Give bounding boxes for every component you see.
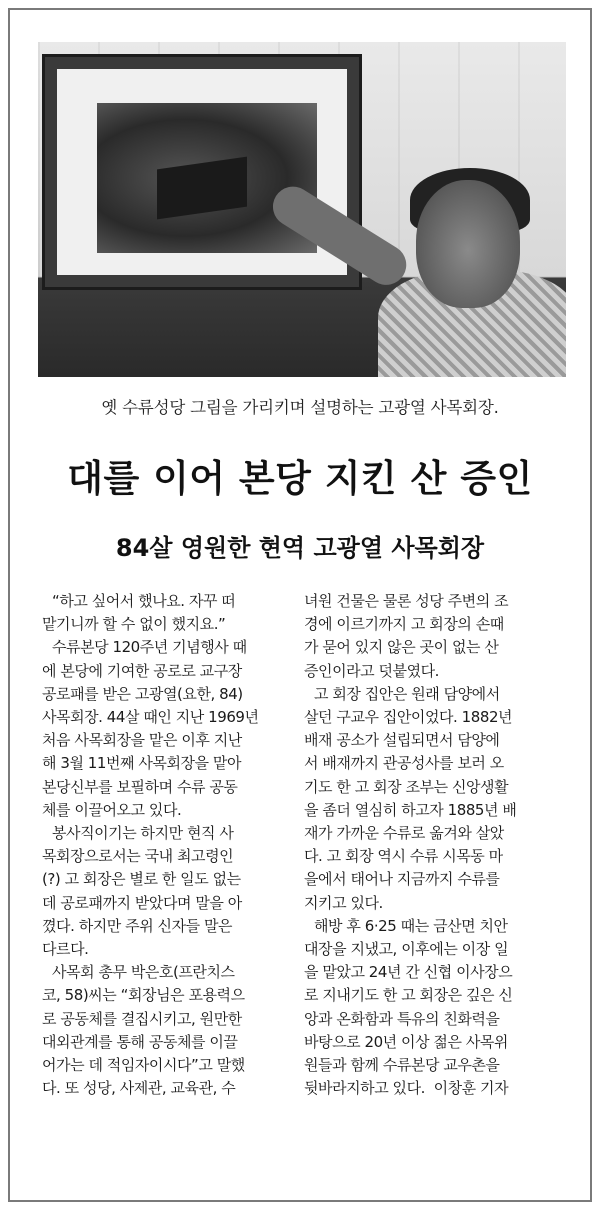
body-column-left	[42, 590, 290, 1100]
church-building-shape	[157, 157, 247, 220]
headline: 대를 이어 본당 지킨 산 증인	[67, 456, 533, 500]
person-face	[416, 180, 520, 308]
paragraph: 고 회장 집안은 원래 담양에서 살던 구교우 집안이었다. 1882년 배재 공소가 설립되면서 담양에 서 배재까지 관공성사를 보러 오 기도 한 고 회장 조부는 신앙생활 을 좀더 열심히 하고자 1885년 배 재가 가까운 수류로 옮겨와 살았 다. 고 회장 역시 수류 시목동 마 을에서 태어나 지금까지 수류를 지키고 있다.	[304, 684, 517, 912]
painting-mat	[57, 69, 347, 275]
subheadline: 84살 영원한 현역 고광열 사목회장	[115, 534, 485, 562]
church-painting-image	[97, 103, 317, 253]
paragraph: 수류본당 120주년 기념행사 때 에 본당에 기여한 공로로 교구장 공로패를 받은 고광열(요한, 84) 사목회장. 44살 때인 지난 1969년 처음 사목회장을 맡은 이후 지난 해 3월 11번째 사목회장을 맡아 본당신부를 보필하며 수류 공동 체를 이끌어오고 있다.	[42, 638, 259, 819]
article-photo	[38, 42, 566, 377]
photo-caption: 옛 수류성당 그림을 가리키며 설명하는 고광열 사목회장.	[101, 398, 499, 417]
paragraph: 봉사직이기는 하지만 현직 사 목회장으로서는 국내 최고령인 (?) 고 회장은 별로 한 일도 없는 데 공로패까지 받았다며 말을 아 꼈다. 하지만 주위 신자들 말은 다르다.	[42, 824, 242, 959]
framed-painting	[42, 54, 362, 290]
paragraph: “하고 싶어서 했나요. 자꾸 떠 맡기니까 할 수 없이 했지요.”	[42, 592, 236, 634]
paragraph: 해방 후 6·25 때는 금산면 치안 대장을 지냈고, 이후에는 이장 일 을 맡았고 24년 간 신협 이사장으 로 지내기도 한 고 회장은 깊은 신 앙과 온화함과 특유의 친화력을 바탕으로 20년 이상 젊은 사목위 원들과 함께 수류본당 교우촌을 뒷바라지하고 있다. 이창훈 기자	[304, 916, 513, 1098]
body-column-right	[304, 590, 552, 1100]
paragraph: 사목회 총무 박은호(프란치스 코, 58)씨는 “회장님은 포용력으 로 공동체를 결집시키고, 원만한 대외관계를 통해 공동체를 이끌 어가는 데 적임자이시다”고 말했 다. 또 성당, 사제관, 교육관, 수	[42, 963, 245, 1098]
paragraph: 녀원 건물은 물론 성당 주변의 조 경에 이르기까지 고 회장의 손때 가 묻어 있지 않은 곳이 없는 산 증인이라고 덧붙였다.	[304, 592, 509, 680]
